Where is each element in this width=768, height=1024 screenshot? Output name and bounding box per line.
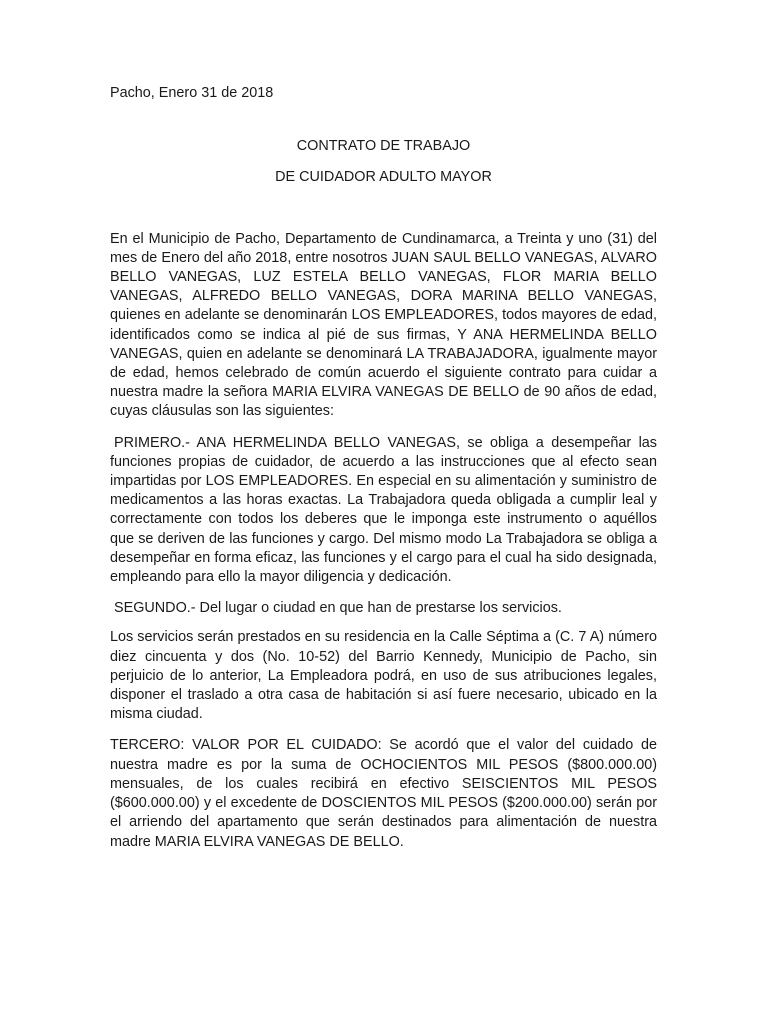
clause-primero: PRIMERO.- ANA HERMELINDA BELLO VANEGAS, se obliga a desempeñar las funciones propias de cuidador, de acuerdo a las instrucciones que al efecto sean impartidas por LOS EMPLEADORES. En especial en su alimentación y suministro de medicamentos a las horas exactas. La Trabajadora queda obligada a cumplir leal y correctamente con todos los deberes que le imponga este instrumento o aquéllos que se deriven de las funciones y cargo. Del mismo modo La Trabajadora se obliga a desempeñar en forma eficaz, las funciones y el cargo para el cual ha sido designada, empleando para ello la mayor diligencia y dedicación. [110, 434, 657, 586]
document-page [110, 84, 657, 864]
intro-paragraph: En el Municipio de Pacho, Departamento de Cundinamarca, a Treinta y uno (31) del mes de Enero del año 2018, entre nosotros JUAN SAUL BELLO VANEGAS, ALVARO BELLO VANEGAS, LUZ ESTELA BELLO VANEGAS, FLOR MARIA BELLO VANEGAS, ALFREDO BELLO VANEGAS, DORA MARINA BELLO VANEGAS, quienes en adelante se denominarán LOS EMPLEADORES, todos mayores de edad, identificados como se indica al pié de sus firmas, Y ANA HERMELINDA BELLO VANEGAS, quien en adelante se denominará LA TRABAJADORA, igualmente mayor de edad, hemos celebrado de común acuerdo el siguiente contrato para cuidar a nuestra madre la señora MARIA ELVIRA VANEGAS DE BELLO de 90 años de edad, cuyas cláusulas son las siguientes: [110, 230, 657, 420]
document-dateline: Pacho, Enero 31 de 2018 [110, 85, 274, 101]
clause-segundo-body: Los servicios serán prestados en su residencia en la Calle Séptima a (C. 7 A) número diez cincuenta y dos (No. 10-52) del Barrio Kennedy, Municipio de Pacho, sin perjuicio de lo anterior, La Empleadora podrá, en uso de sus atribuciones legales, disponer el traslado a otra casa de habitación si así fuere necesario, ubicado en la misma ciudad. [110, 629, 657, 723]
clause-segundo-heading: SEGUNDO.- Del lugar o ciudad en que han de prestarse los servicios. [114, 600, 562, 617]
clause-tercero: TERCERO: VALOR POR EL CUIDADO: Se acordó que el valor del cuidado de nuestra madre es por la suma de OCHOCIENTOS MIL PESOS ($800.000.00) mensuales, de los cuales recibirá en efectivo SEISCIENTOS MIL PESOS ($600.000.00) y el excedente de DOSCIENTOS MIL PESOS ($200.000.00) serán por el arriendo del apartamento que serán destinados para alimentación de nuestra madre MARIA ELVIRA VANEGAS DE BELLO. [110, 737, 657, 850]
document-subtitle: DE CUIDADOR ADULTO MAYOR [275, 169, 492, 186]
document-title: CONTRATO DE TRABAJO [296, 138, 471, 155]
